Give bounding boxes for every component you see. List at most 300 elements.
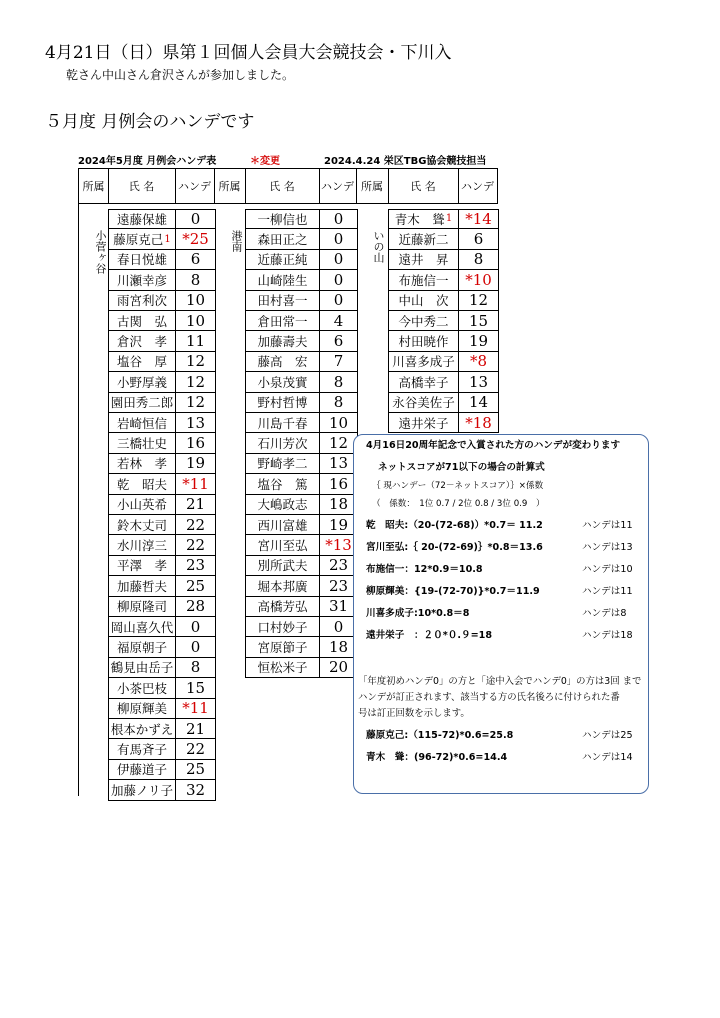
- member-row: [108, 433, 216, 453]
- member-row: [245, 474, 358, 494]
- member-row: [245, 270, 358, 290]
- member-name-text: 石川芳次: [257, 436, 308, 452]
- member-name-text: 平澤 孝: [116, 558, 167, 574]
- member-row: [108, 515, 216, 535]
- member-name: [108, 495, 176, 515]
- member-handicap: 23: [320, 576, 358, 596]
- calc-result: ハンデは18: [582, 630, 633, 641]
- member-name-text: 川島千春: [257, 415, 308, 431]
- member-name-text: 堀本邦廣: [257, 578, 308, 594]
- member-name: [108, 250, 176, 270]
- member-name-text: 岡山喜久代: [110, 619, 174, 635]
- member-name-text: 口村妙子: [257, 619, 308, 635]
- section-heading-competition: 4月21日（日）県第１回個人会員大会競技会・下川入: [45, 43, 452, 63]
- member-row: [108, 719, 216, 739]
- member-handicap: 19: [459, 331, 499, 351]
- member-name-text: 一柳信也: [257, 211, 308, 227]
- member-row: [245, 637, 358, 657]
- member-name-text: 園田秀二郎: [110, 395, 174, 411]
- member-row: [245, 413, 358, 433]
- member-name: [108, 576, 176, 596]
- member-handicap: *25: [176, 229, 216, 249]
- member-name-text: 柳原隆司: [116, 599, 167, 615]
- member-handicap: 19: [320, 515, 358, 535]
- member-name: [388, 393, 459, 413]
- member-handicap: 13: [320, 454, 358, 474]
- calc-result: ハンデは25: [582, 730, 633, 741]
- member-name-text: 今中秀二: [398, 313, 449, 329]
- member-name: [108, 474, 176, 494]
- member-name: [245, 535, 320, 555]
- member-handicap: 12: [320, 433, 358, 453]
- member-handicap: 31: [320, 597, 358, 617]
- member-handicap: 12: [176, 372, 216, 392]
- member-handicap: *10: [459, 270, 499, 290]
- member-name-text: 宮川至弘: [257, 538, 308, 554]
- member-name-text: 鈴木丈司: [116, 517, 167, 533]
- member-name-text: 永谷美佐子: [392, 395, 455, 411]
- group-label-konan: 港南: [230, 230, 243, 252]
- member-name: [108, 454, 176, 474]
- member-name: [108, 372, 176, 392]
- row-top-rule: [108, 209, 216, 210]
- member-name: [245, 617, 320, 637]
- member-handicap: 8: [459, 250, 499, 270]
- calc-formula: 遠井栄子 ：２０*０.９=18: [366, 630, 492, 641]
- member-name: [245, 352, 320, 372]
- note-formula-heading: ネットスコアが71以下の場合の計算式: [378, 462, 545, 473]
- header-hande-3: ハンデ: [458, 168, 498, 204]
- member-row: [388, 393, 499, 413]
- member-name-text: 加藤壽夫: [257, 334, 308, 350]
- member-name-text: 青木 聳: [394, 211, 445, 227]
- member-name: [388, 352, 459, 372]
- member-name: [245, 474, 320, 494]
- member-name-text: 遠藤保雄: [116, 211, 167, 227]
- note-formula: ｛ 現ハンデー（72－ネットスコア）｝×係数: [372, 481, 544, 491]
- member-handicap: 8: [176, 270, 216, 290]
- member-handicap: *13: [320, 535, 358, 555]
- member-name: [245, 229, 320, 249]
- member-row: [108, 576, 216, 596]
- member-row: [245, 495, 358, 515]
- member-name: [245, 515, 320, 535]
- member-name: [108, 719, 176, 739]
- member-name-text: 川喜多成子: [392, 354, 455, 370]
- member-handicap: 8: [320, 393, 358, 413]
- calc-result: ハンデは13: [582, 542, 633, 553]
- member-handicap: 6: [459, 229, 499, 249]
- member-name-text: 村田暁作: [398, 334, 449, 350]
- member-handicap: 19: [176, 454, 216, 474]
- member-row: [108, 658, 216, 678]
- member-name: [108, 535, 176, 555]
- member-row: [108, 699, 216, 719]
- member-name-text: 森田正之: [257, 232, 308, 248]
- member-name: [108, 209, 176, 229]
- calc-formula: 宮川至弘:｛ 20-(72-69)｝*0.8＝13.6: [366, 542, 543, 553]
- member-name: [108, 617, 176, 637]
- member-row: [388, 229, 499, 249]
- calc-result: ハンデは11: [582, 586, 633, 597]
- member-name: [108, 229, 176, 249]
- member-name: [245, 637, 320, 657]
- member-name-text: 遠井 昇: [398, 252, 449, 268]
- member-handicap: *14: [459, 209, 499, 229]
- member-row: [245, 209, 358, 229]
- note-rule-line1: 「年度初めハンデ0」の方と「途中入会でハンデ0」の方は3回 まで: [358, 676, 642, 687]
- member-handicap: 20: [320, 658, 358, 678]
- member-name-text: 宮原節子: [257, 640, 308, 656]
- member-handicap: 10: [320, 413, 358, 433]
- member-row: [108, 291, 216, 311]
- member-row: [388, 413, 499, 433]
- header-group-1: 所属: [78, 168, 109, 204]
- calc-result: ハンデは11: [582, 520, 633, 531]
- member-handicap: 8: [176, 658, 216, 678]
- member-name-text: 高橋芳弘: [257, 599, 308, 615]
- correction-count: 1: [445, 213, 453, 225]
- member-name-text: 田村喜一: [257, 293, 308, 309]
- member-name-text: 倉田常一: [257, 313, 308, 329]
- member-name-text: 乾 昭夫: [116, 476, 167, 492]
- member-row: [388, 331, 499, 351]
- member-handicap: 10: [176, 311, 216, 331]
- member-name: [108, 270, 176, 290]
- member-handicap: 22: [176, 515, 216, 535]
- member-name: [388, 372, 459, 392]
- member-row: [388, 352, 499, 372]
- member-row: [388, 250, 499, 270]
- member-name: [245, 433, 320, 453]
- member-name-text: 塩谷 厚: [116, 354, 167, 370]
- calc-formula: 藤原克己:（115-72)*0.6=25.8: [366, 730, 514, 741]
- member-row: [108, 760, 216, 780]
- member-name-text: 福原朝子: [116, 640, 167, 656]
- header-hande-1: ハンデ: [175, 168, 215, 204]
- member-handicap: 8: [320, 372, 358, 392]
- member-handicap: 23: [176, 556, 216, 576]
- calc-formula: 青木 聳：(96-72)*0.6=14.4: [366, 752, 508, 763]
- member-name-text: 恒松米子: [257, 660, 308, 676]
- member-handicap: 15: [459, 311, 499, 331]
- member-handicap: 0: [176, 637, 216, 657]
- member-row: [108, 393, 216, 413]
- member-row: [108, 495, 216, 515]
- handicap-change-note: [353, 434, 649, 794]
- member-name: [245, 495, 320, 515]
- member-handicap: 6: [176, 250, 216, 270]
- member-name-text: 雨宮利次: [116, 293, 167, 309]
- member-name: [108, 658, 176, 678]
- member-handicap: *8: [459, 352, 499, 372]
- member-row: [108, 352, 216, 372]
- member-handicap: 21: [176, 495, 216, 515]
- member-name-text: 高橋幸子: [398, 374, 449, 390]
- member-name: [245, 250, 320, 270]
- member-name: [245, 393, 320, 413]
- member-name-text: 岩崎恒信: [116, 415, 167, 431]
- member-handicap: 0: [176, 209, 216, 229]
- member-row: [245, 229, 358, 249]
- member-row: [388, 291, 499, 311]
- member-row: [245, 250, 358, 270]
- member-name-text: 近藤正純: [257, 252, 308, 268]
- table-date-note: 2024.4.24 栄区TBG協会競技担当: [324, 156, 487, 167]
- member-row: [245, 393, 358, 413]
- member-row: [245, 535, 358, 555]
- header-group-2: 所属: [214, 168, 246, 204]
- member-name: [108, 413, 176, 433]
- member-handicap: 25: [176, 576, 216, 596]
- member-row: [108, 780, 216, 800]
- member-name: [245, 291, 320, 311]
- member-handicap: 13: [176, 413, 216, 433]
- member-row: [245, 617, 358, 637]
- member-name: [245, 413, 320, 433]
- member-name: [108, 780, 176, 800]
- member-name-text: 野村哲博: [257, 395, 308, 411]
- member-row: [388, 209, 499, 229]
- member-row: [245, 433, 358, 453]
- member-handicap: 0: [320, 209, 358, 229]
- note-rule-line2: ハンデが訂正されます、該当する方の氏名後ろに付けられた番: [358, 692, 620, 703]
- member-name: [108, 515, 176, 535]
- member-row: [108, 474, 216, 494]
- member-handicap: 0: [320, 270, 358, 290]
- row-top-rule: [245, 209, 358, 210]
- correction-count: 1: [164, 233, 171, 245]
- member-handicap: 0: [320, 291, 358, 311]
- member-name: [108, 433, 176, 453]
- member-name: [108, 291, 176, 311]
- calc-result: ハンデは8: [582, 608, 627, 619]
- member-name: [108, 637, 176, 657]
- member-row: [108, 637, 216, 657]
- member-handicap: 25: [176, 760, 216, 780]
- member-name-text: 根本かずえ: [110, 721, 174, 737]
- member-name-text: 水川淳三: [116, 538, 167, 554]
- group-label-kosugaya: 小菅ヶ谷: [94, 230, 107, 274]
- member-handicap: *18: [459, 413, 499, 433]
- calc-formula: 川喜多成子:10*0.8＝8: [366, 608, 470, 619]
- member-name: [108, 739, 176, 759]
- note-title: 4月16日20周年記念で入賞された方のハンデが変わります: [366, 440, 621, 451]
- member-handicap: 16: [176, 433, 216, 453]
- member-name-text: 塩谷 篤: [257, 476, 308, 492]
- member-row: [108, 739, 216, 759]
- member-row: [245, 576, 358, 596]
- member-handicap: 10: [176, 291, 216, 311]
- member-name: [388, 270, 459, 290]
- member-name: [388, 291, 459, 311]
- member-name: [108, 393, 176, 413]
- table-title-bar: [78, 152, 508, 168]
- member-name: [245, 597, 320, 617]
- member-name-text: 藤高 宏: [257, 354, 308, 370]
- member-name-text: 川瀬幸彦: [116, 272, 167, 288]
- member-name: [108, 331, 176, 351]
- member-row: [108, 209, 216, 229]
- member-name: [108, 311, 176, 331]
- member-name-text: 有馬斉子: [116, 742, 167, 758]
- member-row: [245, 311, 358, 331]
- header-group-3: 所属: [356, 168, 389, 204]
- member-name-text: 春日悦雄: [116, 252, 167, 268]
- member-name-text: 三橋壮史: [116, 436, 167, 452]
- member-handicap: 6: [320, 331, 358, 351]
- member-row: [108, 229, 216, 249]
- member-name-text: 山崎陸生: [257, 272, 308, 288]
- member-name-text: 西川富雄: [257, 517, 308, 533]
- member-row: [245, 331, 358, 351]
- member-row: [108, 331, 216, 351]
- member-row: [108, 535, 216, 555]
- member-row: [108, 413, 216, 433]
- member-name: [245, 311, 320, 331]
- calc-result: ハンデは10: [582, 564, 633, 575]
- member-name: [388, 209, 459, 229]
- member-handicap: 12: [459, 291, 499, 311]
- member-name-text: 大嶋政志: [257, 497, 308, 513]
- calc-formula: 柳原輝美：{19-(72-70)}*0.7＝11.9: [366, 586, 540, 597]
- group-label-inoyama: いの山: [372, 230, 385, 263]
- member-name: [388, 413, 459, 433]
- member-row: [108, 678, 216, 698]
- change-mark-legend: ＊変更: [250, 156, 280, 167]
- member-row: [245, 597, 358, 617]
- member-handicap: 0: [320, 229, 358, 249]
- member-row: [245, 556, 358, 576]
- header-hande-2: ハンデ: [319, 168, 357, 204]
- member-row: [108, 597, 216, 617]
- member-row: [245, 352, 358, 372]
- member-name-text: 古関 弘: [116, 313, 167, 329]
- member-name-text: 中山 次: [398, 293, 449, 309]
- member-row: [108, 250, 216, 270]
- member-handicap: 4: [320, 311, 358, 331]
- note-rule-line3: 号は訂正回数を示します。: [358, 708, 470, 719]
- member-name: [108, 556, 176, 576]
- member-name: [108, 678, 176, 698]
- member-name: [245, 209, 320, 229]
- member-name-text: 藤原克己: [113, 232, 164, 248]
- member-name: [388, 229, 459, 249]
- member-name-text: 野崎孝二: [257, 456, 308, 472]
- member-name-text: 布施信一: [398, 272, 449, 288]
- member-row: [245, 291, 358, 311]
- member-name: [245, 556, 320, 576]
- member-row: [245, 515, 358, 535]
- row-top-rule: [388, 209, 499, 210]
- member-name-text: 柳原輝美: [116, 701, 167, 717]
- member-name: [245, 372, 320, 392]
- member-handicap: 11: [176, 331, 216, 351]
- note-coefficients: （ 係数： 1位 0.7 / 2位 0.8 / 3位 0.9 ）: [372, 499, 545, 509]
- header-name-1: 氏 名: [108, 168, 176, 204]
- member-handicap: 18: [320, 637, 358, 657]
- member-row: [108, 617, 216, 637]
- calc-formula: 乾 昭夫:（20-(72-68)）*0.7＝ 11.2: [366, 520, 543, 531]
- member-handicap: *11: [176, 699, 216, 719]
- member-handicap: 14: [459, 393, 499, 413]
- header-name-3: 氏 名: [388, 168, 459, 204]
- member-name-text: 小泉茂實: [257, 374, 308, 390]
- member-row: [388, 311, 499, 331]
- member-handicap: *11: [176, 474, 216, 494]
- member-handicap: 12: [176, 352, 216, 372]
- member-row: [108, 556, 216, 576]
- member-handicap: 15: [176, 678, 216, 698]
- member-row: [108, 270, 216, 290]
- member-name: [108, 699, 176, 719]
- member-row: [388, 372, 499, 392]
- calc-formula: 布施信一：12*0.9＝10.8: [366, 564, 483, 575]
- member-name: [245, 576, 320, 596]
- participants-note: 乾さん中山さん倉沢さんが参加しました。: [66, 68, 295, 82]
- member-name-text: 加藤哲夫: [116, 578, 167, 594]
- member-row: [245, 658, 358, 678]
- member-name-text: 近藤新二: [398, 232, 449, 248]
- member-name-text: 加藤ノリ子: [110, 782, 173, 798]
- member-handicap: 22: [176, 535, 216, 555]
- member-name: [245, 658, 320, 678]
- member-handicap: 32: [176, 780, 216, 800]
- member-name-text: 鶴見由岳子: [110, 660, 174, 676]
- member-name: [388, 250, 459, 270]
- member-name-text: 別所武夫: [257, 558, 308, 574]
- member-handicap: 0: [176, 617, 216, 637]
- member-row: [108, 311, 216, 331]
- member-row: [245, 372, 358, 392]
- member-name: [108, 760, 176, 780]
- member-handicap: 18: [320, 495, 358, 515]
- member-name-text: 小野厚義: [116, 374, 167, 390]
- member-name-text: 倉沢 孝: [116, 334, 167, 350]
- member-handicap: 13: [459, 372, 499, 392]
- member-handicap: 0: [320, 250, 358, 270]
- member-row: [108, 372, 216, 392]
- member-name: [388, 311, 459, 331]
- member-name: [388, 331, 459, 351]
- member-name: [245, 270, 320, 290]
- member-name-text: 伊藤道子: [116, 762, 167, 778]
- member-handicap: 28: [176, 597, 216, 617]
- member-handicap: 22: [176, 739, 216, 759]
- member-name: [245, 331, 320, 351]
- member-row: [388, 270, 499, 290]
- calc-result: ハンデは14: [582, 752, 633, 763]
- member-name-text: 若林 孝: [116, 456, 167, 472]
- member-name: [108, 597, 176, 617]
- member-handicap: 12: [176, 393, 216, 413]
- member-name-text: 遠井栄子: [398, 415, 449, 431]
- table-frame-left: [78, 203, 79, 796]
- member-handicap: 23: [320, 556, 358, 576]
- member-handicap: 21: [176, 719, 216, 739]
- member-handicap: 0: [320, 617, 358, 637]
- member-row: [245, 454, 358, 474]
- header-name-2: 氏 名: [245, 168, 320, 204]
- member-handicap: 16: [320, 474, 358, 494]
- section-heading-handicap: ５月度 月例会のハンデです: [45, 112, 255, 132]
- member-name-text: 小山英希: [116, 497, 167, 513]
- member-name-text: 小茶巴枝: [116, 680, 167, 696]
- member-name: [245, 454, 320, 474]
- member-handicap: 7: [320, 352, 358, 372]
- table-title: 2024年5月度 月例会ハンデ表: [78, 156, 217, 167]
- member-row: [108, 454, 216, 474]
